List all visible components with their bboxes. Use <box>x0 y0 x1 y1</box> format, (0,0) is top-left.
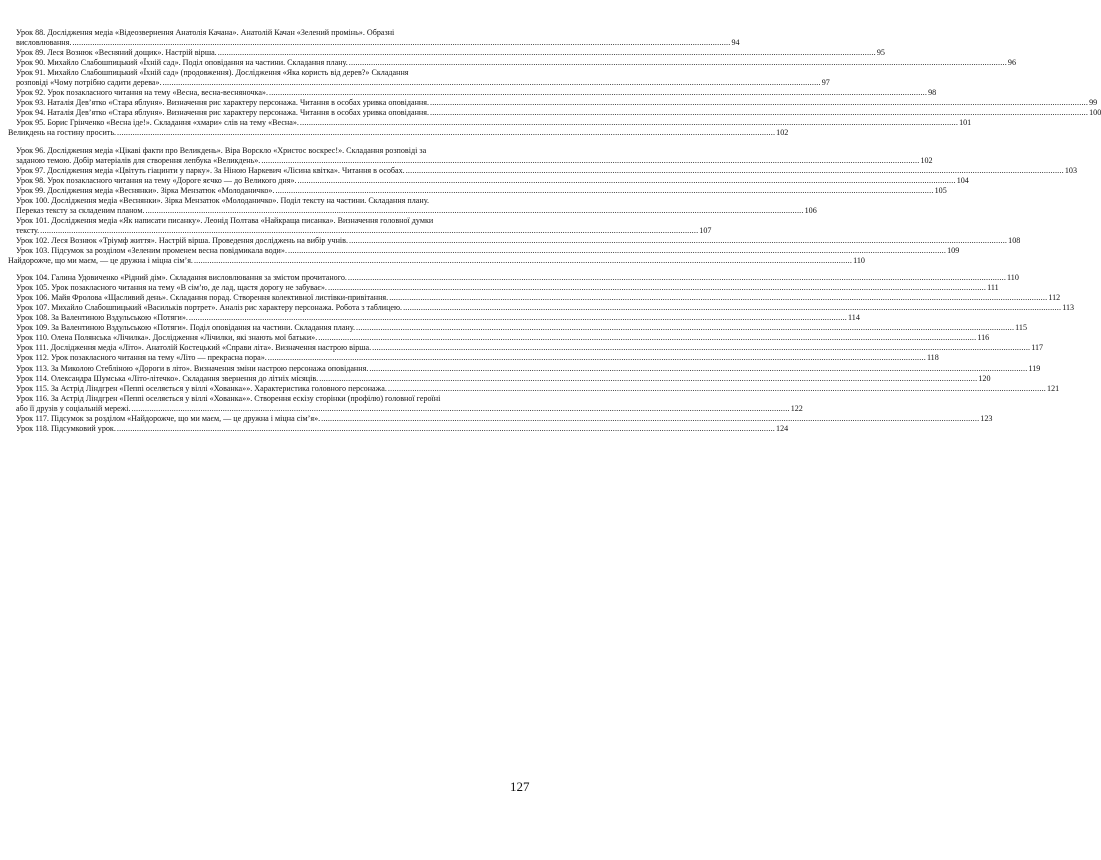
toc-entry-page: 103 <box>1064 165 1077 175</box>
dot-leader <box>40 226 698 236</box>
toc-entry-line <box>16 313 860 323</box>
dot-leader <box>318 333 976 343</box>
toc-entry-page: 122 <box>790 403 803 413</box>
toc-entry <box>8 28 740 48</box>
toc-entry-line <box>16 333 990 343</box>
toc-entry-page: 94 <box>731 38 740 48</box>
toc-entry-title-first-line: Урок 88. Дослідження медіа «Відеозвернення Анатолія Качана». Анатолій Качан «Зелений промінь». Образні <box>16 28 395 37</box>
toc-entry <box>8 195 817 216</box>
dot-leader <box>403 303 1061 313</box>
toc-entry-page: 118 <box>926 353 939 363</box>
toc-entry-page: 124 <box>776 423 789 433</box>
toc-entry-line <box>16 235 1021 246</box>
dot-leader <box>430 98 1088 108</box>
toc-entry-line <box>16 205 817 216</box>
toc-entry-line <box>16 185 947 196</box>
toc-entry-title-first-line: Урок 91. Михайло Слабошпицький «Їхній сад» (продовження). Дослідження «Яка користь від дерев?» Складання <box>16 68 409 78</box>
toc-entry <box>8 108 1101 118</box>
toc-entry-title: Урок 109. За Валентиною Вздульською «Потяги». Поділ оповідання на частини. Складання плану. <box>16 323 356 333</box>
toc-entry-line <box>16 343 1044 353</box>
toc-entry-line <box>16 48 885 58</box>
page-number: 127 <box>510 779 530 794</box>
toc-entry-line <box>16 58 1017 68</box>
toc-entry-title: Урок 98. Урок позакласного читання на тему «Дороге яєчко — до Великого дня». <box>16 175 297 185</box>
toc-entry <box>8 333 990 343</box>
toc-entry-title: Урок 106. Майя Фролова «Щасливий день». Складання порад. Створення колективної листівки-привітання. <box>16 293 389 303</box>
toc-entry-page: 119 <box>1028 363 1041 373</box>
toc-entry <box>8 313 860 323</box>
toc-entry-title-first-line: Урок 96. Дослідження медіа «Цікаві факти про Великдень». Віра Ворскло «Христос воскрес!». Складання розповіді за <box>16 145 427 155</box>
toc-entry <box>8 58 1017 68</box>
toc-entry-page: 101 <box>959 118 972 128</box>
toc-entry-title: Урок 115. За Астрід Ліндгрен «Пеппі оселяється у віллі «Хованка»». Характеристика головного персонажа. <box>16 383 387 393</box>
toc-entry-line <box>16 403 803 414</box>
toc-entry-line <box>16 283 999 293</box>
toc-entry <box>8 273 1019 283</box>
dot-leader <box>300 118 958 128</box>
toc-entry-title: Урок 105. Урок позакласного читання на тему «В сім’ю, де лад, щастя дорогу не забуває». <box>16 283 327 293</box>
toc-entry-title: Урок 89. Леся Вознюк «Весняний дощик». Настрій вірша. <box>16 48 217 58</box>
toc-entry-title-first-line: Урок 100. Дослідження медіа «Веснянки». Зірка Мензатюк «Молоданичко». Поділ тексту на частини. Складання плану. <box>16 195 429 205</box>
toc-entry-page: 107 <box>699 225 712 235</box>
toc-entry-page: 96 <box>1007 58 1017 68</box>
dot-leader <box>372 343 1030 353</box>
toc-entry-title-first-line: Урок 116. За Астрід Ліндгрен «Пеппі оселяється у віллі «Хованка»». Створення ескізу сторінки (профілю) головної героїні <box>16 393 441 403</box>
toc-entry-line <box>16 323 1028 333</box>
toc-entry-line <box>16 78 830 88</box>
toc-entry-page: 108 <box>1008 235 1021 245</box>
dot-leader <box>406 166 1064 176</box>
dot-leader <box>319 374 977 384</box>
toc-entry <box>8 215 712 236</box>
toc-entry-page: 117 <box>1031 343 1044 353</box>
toc-entry-page: 98 <box>928 88 937 98</box>
dot-leader <box>189 313 847 323</box>
toc-entry-title-last-line: Переказ тексту за складеним планом. <box>16 205 145 215</box>
dot-leader <box>194 256 852 266</box>
toc-entry-title: Урок 94. Наталія Дев’ятко «Стара яблуня». Визначення рис характеру персонажа. Читання в особах уривка оповідання. <box>16 108 429 118</box>
toc-entry <box>8 245 960 256</box>
toc-entry-line <box>16 38 740 48</box>
dot-leader <box>163 78 821 88</box>
toc-entry-title: Урок 112. Урок позакласного читання на тему «Літо — прекрасна пора». <box>16 353 267 363</box>
toc-entry-title-last-line: висловлювання. <box>16 38 72 48</box>
toc-entry <box>8 256 865 266</box>
toc-entry <box>8 48 885 58</box>
toc-entry-title: Урок 110. Олена Полянська «Лічилка». Дослідження «Лічилки, які знають мої батьки». <box>16 333 318 343</box>
dot-leader <box>389 293 1047 303</box>
toc-entry-title: Урок 108. За Валентиною Вздульською «Потяги». <box>16 313 188 323</box>
toc-entry-page: 97 <box>821 78 830 88</box>
dot-leader <box>288 246 946 256</box>
toc-entry-title: Урок 102. Леся Вознюк «Тріумф життя». Настрій вірша. Проведення досліджень на вибір учнів. <box>16 235 349 245</box>
toc-entry-line <box>16 118 972 128</box>
toc-entry <box>8 128 789 138</box>
toc-entry-line <box>8 128 789 138</box>
toc-entry <box>8 353 939 363</box>
toc-entry-title: Урок 93. Наталія Дев’ятко «Стара яблуня». Визначення рис характеру персонажа. Читання в особах уривка оповідання. <box>16 98 429 108</box>
table-of-contents <box>8 28 1101 434</box>
toc-entry-line <box>16 383 1060 394</box>
toc-entry-title-first-line: Урок 101. Дослідження медіа «Як написати писанку». Леонід Полтава «Найкраща писанка». Визначення головної думки <box>16 215 434 225</box>
toc-entry <box>8 118 972 128</box>
toc-entry-line <box>16 303 1075 313</box>
toc-entry-page: 105 <box>934 185 947 195</box>
toc-entry <box>8 88 937 98</box>
toc-entry-title: Урок 90. Михайло Слабошпицький «Їхній сад». Поділ оповідання на частини. Складання плану. <box>16 58 348 68</box>
toc-entry-page: 111 <box>987 283 999 293</box>
toc-entry-line <box>16 165 1077 176</box>
toc-entry-line <box>16 225 712 236</box>
toc-entry-page: 112 <box>1048 293 1061 303</box>
dot-leader <box>132 404 790 414</box>
toc-entry-page: 121 <box>1047 383 1060 393</box>
dot-leader <box>369 364 1027 374</box>
toc-entry <box>8 343 1044 353</box>
toc-entry-title: Урок 107. Михайло Слабошпицький «Васильків портрет». Аналіз рис характеру персонажа. Робота з таблицею. <box>16 303 403 313</box>
toc-entry-title: Урок 111. Дослідження медіа «Літо». Анатолій Костецький «Справи літа». Визначення настрою вірша. <box>16 343 372 353</box>
toc-entry <box>8 235 1021 246</box>
toc-entry-page: 110 <box>853 256 865 266</box>
toc-entry-line <box>16 175 969 186</box>
toc-entry <box>8 185 947 196</box>
toc-entry-page: 104 <box>956 175 969 185</box>
toc-entry <box>8 323 1028 333</box>
toc-entry-page: 110 <box>1007 273 1019 283</box>
toc-entry <box>8 383 1060 394</box>
dot-leader <box>388 384 1046 394</box>
toc-entry-title-last-line: або її друзів у соціальній мережі. <box>16 403 131 413</box>
toc-entry-page: 102 <box>920 155 933 165</box>
toc-entry-title-last-line: заданою темою. Добір матеріалів для створення лепбука «Великдень». <box>16 155 261 165</box>
dot-leader <box>275 186 933 196</box>
toc-entry-title: Урок 117. Підсумок за розділом «Найдорожче, що ми маєм, — це дружна і міцна сім’я». <box>16 413 321 423</box>
toc-entry-line <box>16 353 939 363</box>
toc-entry-line <box>16 245 960 256</box>
toc-entry-title: Урок 99. Дослідження медіа «Веснянки». Зірка Мензатюк «Молоданичко». <box>16 185 275 195</box>
toc-entry-line <box>16 273 1019 283</box>
dot-leader <box>328 283 986 293</box>
toc-entry-title: Найдорожче, що ми маєм, — це дружна і міцна сім’я. <box>8 256 193 266</box>
toc-entry-page: 114 <box>848 313 860 323</box>
toc-entry-page: 102 <box>776 128 789 138</box>
toc-entry <box>8 145 933 166</box>
toc-entry-line <box>16 108 1101 118</box>
dot-leader <box>261 156 919 166</box>
dot-leader <box>430 108 1088 118</box>
toc-entry-title: Урок 113. За Миколою Стебліною «Дороги в літо». Визначення зміни настрою персонажа оповідання. <box>16 363 369 373</box>
dot-leader <box>269 88 927 98</box>
toc-entry-title: Урок 103. Підсумок за розділом «Зеленим променем весна повідмикала води». <box>16 245 287 255</box>
toc-entry <box>8 293 1061 303</box>
toc-entry-title: Урок 104. Галина Удовиченко «Рідний дім». Складання висловлювання за змістом прочитаного. <box>16 273 347 283</box>
toc-entry-title-last-line: тексту. <box>16 225 40 235</box>
toc-entry-page: 95 <box>876 48 885 58</box>
toc-entry <box>8 413 993 424</box>
toc-entry-line <box>16 373 991 384</box>
toc-entry-title-last-line: розповіді «Чому потрібно садити дерева». <box>16 78 162 88</box>
toc-entry-page: 100 <box>1089 108 1101 118</box>
dot-leader <box>348 273 1006 283</box>
toc-entry-page: 120 <box>978 373 991 383</box>
toc-entry <box>8 165 1077 176</box>
dot-leader <box>321 414 979 424</box>
toc-entry-page: 113 <box>1062 303 1075 313</box>
dot-leader <box>218 48 876 58</box>
dot-leader <box>268 353 926 363</box>
dot-leader <box>356 323 1014 333</box>
dot-leader <box>72 38 730 48</box>
toc-entry-title: Урок 114. Олександра Шумська «Літо-літечко». Складання звернення до літніх місяців. <box>16 373 319 383</box>
dot-leader <box>349 236 1007 246</box>
dot-leader <box>117 128 775 138</box>
dot-leader <box>349 58 1007 68</box>
toc-entry-page: 115 <box>1015 323 1028 333</box>
toc-entry-page: 106 <box>804 205 817 215</box>
toc-entry <box>8 423 789 434</box>
toc-entry <box>8 303 1075 313</box>
toc-entry-page: 99 <box>1089 98 1098 108</box>
dot-leader <box>117 424 775 434</box>
toc-entry-title: Урок 97. Дослідження медіа «Цвітуть гіацинти у парку». За Ніною Наркевич «Лісина квітка». Читання в особах. <box>16 165 405 175</box>
toc-entry-title: Великдень на гостину просить. <box>8 128 117 138</box>
toc-entry-line <box>16 155 933 166</box>
toc-entry-line <box>16 88 937 98</box>
toc-entry-line <box>16 413 993 424</box>
toc-entry-line <box>16 293 1061 303</box>
toc-entry-page: 109 <box>947 245 960 255</box>
toc-entry-page: 116 <box>977 333 990 343</box>
toc-entry-page: 123 <box>980 413 993 423</box>
toc-entry-line <box>16 363 1041 374</box>
toc-entry <box>8 373 991 384</box>
dot-leader <box>298 176 956 186</box>
toc-entry-line <box>16 98 1098 108</box>
toc-entry-title: Урок 95. Борис Грінченко «Весна іде!». Складання «хмари» слів на тему «Весна». <box>16 118 299 128</box>
toc-entry <box>8 393 803 414</box>
toc-entry-title: Урок 118. Підсумковий урок. <box>16 423 116 433</box>
dot-leader <box>145 206 803 216</box>
toc-entry-line <box>16 423 789 434</box>
toc-entry <box>8 175 969 186</box>
toc-entry <box>8 68 830 88</box>
toc-entry-title: Урок 92. Урок позакласного читання на тему «Весна, весна-весняночка». <box>16 88 268 98</box>
toc-entry <box>8 363 1041 374</box>
toc-entry-line <box>8 256 865 266</box>
toc-entry <box>8 283 999 293</box>
toc-entry <box>8 98 1098 108</box>
